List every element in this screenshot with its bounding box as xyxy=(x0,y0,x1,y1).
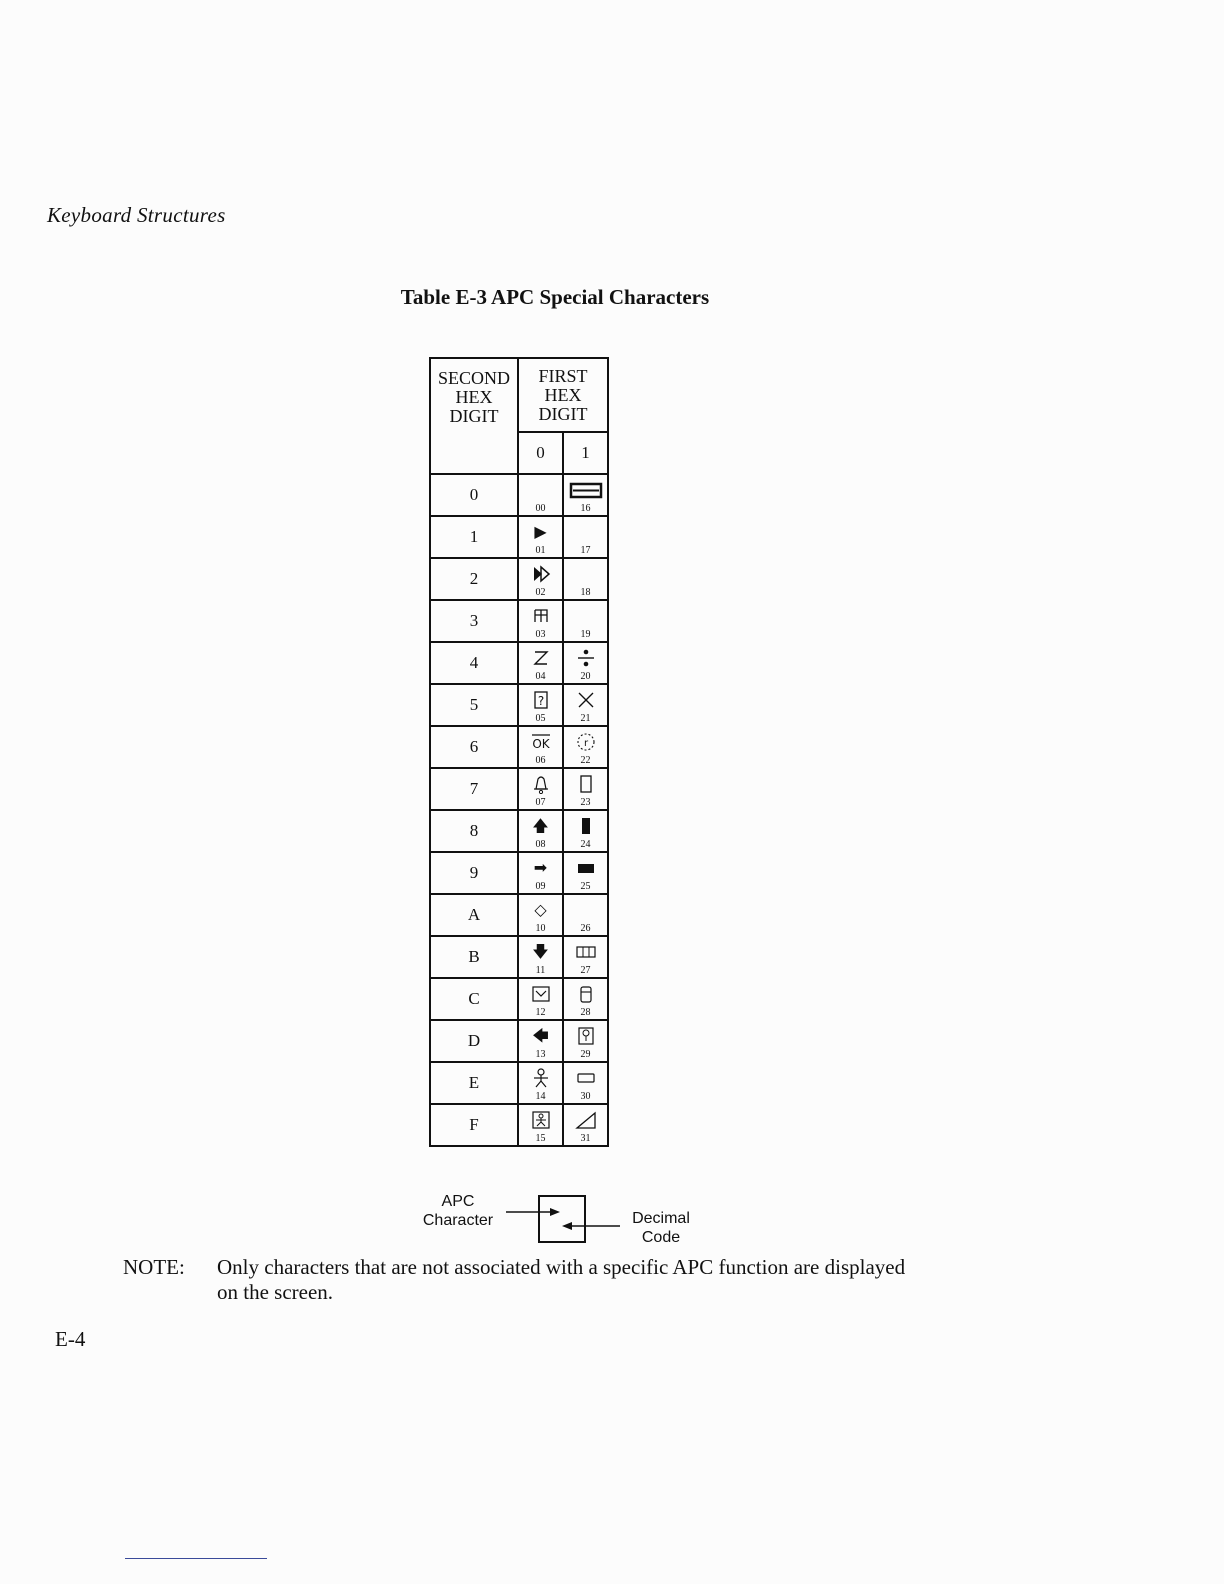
blank-glyph xyxy=(564,605,607,627)
divide-icon xyxy=(564,647,607,669)
legend-decimal-label xyxy=(620,1209,702,1247)
decimal-code: 25 xyxy=(580,881,591,892)
decimal-code: 12 xyxy=(535,1007,546,1018)
apc-character-cell xyxy=(518,474,563,516)
table-row xyxy=(430,978,608,1020)
clock-icon xyxy=(564,731,607,753)
first-hex-header-line: HEX xyxy=(544,384,582,405)
decimal-code: 21 xyxy=(580,713,591,724)
key-box-icon xyxy=(564,1025,607,1047)
apc-character-cell xyxy=(563,516,608,558)
second-hex-digit-label: 3 xyxy=(430,600,518,642)
table-row xyxy=(430,558,608,600)
apc-character-cell xyxy=(563,978,608,1020)
decimal-code: 02 xyxy=(535,587,546,598)
cross-icon xyxy=(564,689,607,711)
table-row xyxy=(430,1062,608,1104)
running-head: Keyboard Structures xyxy=(47,203,226,227)
legend-character-box xyxy=(539,1196,585,1242)
apc-character-cell xyxy=(563,558,608,600)
apc-character-cell xyxy=(518,726,563,768)
table-row xyxy=(430,726,608,768)
split-rectangle-icon xyxy=(564,941,607,963)
apc-character-cell xyxy=(563,768,608,810)
decimal-code: 07 xyxy=(535,797,546,808)
apc-character-cell xyxy=(518,558,563,600)
decimal-code: 24 xyxy=(580,839,591,850)
decimal-code: 18 xyxy=(580,587,591,598)
apc-special-characters-table xyxy=(429,357,609,1147)
decimal-code: 01 xyxy=(535,545,546,556)
table-row xyxy=(430,474,608,516)
decimal-code: 30 xyxy=(580,1091,591,1102)
decimal-code: 29 xyxy=(580,1049,591,1060)
legend-code-arrowhead xyxy=(562,1222,572,1230)
flat-rectangle-icon xyxy=(564,1067,607,1089)
table-row xyxy=(430,810,608,852)
note-label: NOTE: xyxy=(123,1255,185,1279)
table-title: Table E-3 APC Special Characters xyxy=(400,285,710,309)
apc-character-cell xyxy=(518,978,563,1020)
apc-character-cell xyxy=(563,474,608,516)
apc-character-cell xyxy=(563,1020,608,1062)
second-hex-digit-label: 6 xyxy=(430,726,518,768)
question-box-icon xyxy=(519,689,562,711)
apc-character-cell xyxy=(518,810,563,852)
first-hex-digit-header xyxy=(518,358,608,432)
svg-text:r: r xyxy=(583,738,588,749)
blank-glyph xyxy=(564,521,607,543)
second-hex-digit-label: 2 xyxy=(430,558,518,600)
table-row xyxy=(430,852,608,894)
apc-character-cell xyxy=(518,1062,563,1104)
second-hex-digit-label: 0 xyxy=(430,474,518,516)
second-hex-header-line: SECOND xyxy=(437,368,510,388)
decimal-code: 08 xyxy=(535,839,546,850)
apc-character-cell xyxy=(518,936,563,978)
footer-rule xyxy=(125,1558,267,1559)
table-row xyxy=(430,600,608,642)
first-hex-header-line: DIGIT xyxy=(538,403,588,424)
table-row xyxy=(430,1104,608,1146)
apc-character-cell xyxy=(563,684,608,726)
apc-character-cell xyxy=(518,1020,563,1062)
second-hex-digit-label: 4 xyxy=(430,642,518,684)
decimal-code: 19 xyxy=(580,629,591,640)
diamond-icon: ◇ xyxy=(534,900,547,919)
second-hex-digit-label: 9 xyxy=(430,852,518,894)
person-icon xyxy=(519,1067,562,1089)
decimal-code: 09 xyxy=(535,881,546,892)
apc-character-cell xyxy=(563,726,608,768)
legend-decimal-line1: Decimal xyxy=(632,1210,690,1227)
decimal-code: 16 xyxy=(580,503,591,514)
table-row xyxy=(430,1020,608,1062)
apc-character-cell xyxy=(563,894,608,936)
cabinet-icon xyxy=(564,983,607,1005)
arrow-up-icon: 🡅 xyxy=(532,816,549,835)
legend-apc-label xyxy=(410,1192,506,1230)
first-digit-1: 1 xyxy=(563,432,608,474)
svg-text:OK: OK xyxy=(531,737,550,751)
decimal-code: 27 xyxy=(580,965,591,976)
second-hex-digit-label: 7 xyxy=(430,768,518,810)
page-number: E-4 xyxy=(55,1327,86,1351)
decimal-code: 20 xyxy=(580,671,591,682)
decimal-code: 15 xyxy=(535,1133,546,1144)
decimal-code: 26 xyxy=(580,923,591,934)
second-hex-digit-label: A xyxy=(430,894,518,936)
filled-tall-rectangle-icon xyxy=(564,815,607,837)
book-icon xyxy=(519,605,562,627)
arrow-down-icon: 🡇 xyxy=(532,942,549,961)
table-row xyxy=(430,642,608,684)
apc-character-cell xyxy=(563,600,608,642)
decimal-code: 17 xyxy=(580,545,591,556)
decimal-code: 11 xyxy=(535,965,546,976)
table-row xyxy=(430,768,608,810)
decimal-code: 00 xyxy=(535,503,546,514)
apc-character-cell xyxy=(518,516,563,558)
decimal-code: 05 xyxy=(535,713,546,724)
decimal-code: 04 xyxy=(535,671,546,682)
zigzag-icon xyxy=(519,647,562,669)
apc-character-cell xyxy=(518,768,563,810)
flag-box-icon xyxy=(519,983,562,1005)
legend-decimal-line2: Code xyxy=(641,1229,681,1246)
first-digit-0: 0 xyxy=(518,432,563,474)
svg-text:?: ? xyxy=(537,694,544,708)
play-triangle-icon: ▶ xyxy=(534,522,547,541)
wedge-icon xyxy=(564,1109,607,1131)
double-bar-box-icon xyxy=(564,479,607,501)
apc-character-cell xyxy=(518,894,563,936)
second-hex-header-line: DIGIT xyxy=(449,406,499,426)
legend-apc-line2: Character xyxy=(422,1212,494,1229)
decimal-code: 22 xyxy=(580,755,591,766)
apc-character-cell xyxy=(518,642,563,684)
blank-glyph xyxy=(564,899,607,921)
second-hex-digit-header xyxy=(430,358,518,474)
second-hex-header-line: HEX xyxy=(455,387,493,407)
second-hex-digit-label: D xyxy=(430,1020,518,1062)
second-hex-digit-label: 5 xyxy=(430,684,518,726)
apc-character-cell xyxy=(518,1104,563,1146)
outline-rectangle-icon xyxy=(564,773,607,795)
table-row xyxy=(430,936,608,978)
table-row xyxy=(430,894,608,936)
decimal-code: 28 xyxy=(580,1007,591,1018)
second-hex-digit-label: C xyxy=(430,978,518,1020)
apc-character-cell xyxy=(518,600,563,642)
second-hex-digit-label: E xyxy=(430,1062,518,1104)
apc-character-cell xyxy=(563,936,608,978)
note-text: Only characters that are not associated with a specific APC function are displayed on the screen. xyxy=(217,1255,906,1304)
first-hex-header-line: FIRST xyxy=(538,365,588,386)
apc-character-cell xyxy=(563,1104,608,1146)
filled-wide-rectangle-icon xyxy=(564,857,607,879)
second-hex-digit-label: F xyxy=(430,1104,518,1146)
decimal-code: 14 xyxy=(535,1091,546,1102)
person-box-icon xyxy=(519,1109,562,1131)
decimal-code: 06 xyxy=(535,755,546,766)
second-hex-digit-label: B xyxy=(430,936,518,978)
table-row xyxy=(430,684,608,726)
apc-character-cell xyxy=(518,852,563,894)
table-row xyxy=(430,516,608,558)
blank-glyph xyxy=(519,479,562,501)
blank-glyph xyxy=(564,563,607,585)
decimal-code: 10 xyxy=(535,923,546,934)
apc-character-cell xyxy=(563,1062,608,1104)
arrow-left-icon: 🡄 xyxy=(532,1026,549,1045)
fast-forward-icon xyxy=(519,563,562,585)
apc-character-cell xyxy=(518,684,563,726)
second-hex-digit-label: 1 xyxy=(430,516,518,558)
legend-apc-line1: APC xyxy=(441,1193,475,1210)
decimal-code: 03 xyxy=(535,629,546,640)
ok-icon xyxy=(519,731,562,753)
arrow-right-icon: ➡ xyxy=(533,858,548,877)
apc-character-cell xyxy=(563,642,608,684)
second-hex-digit-label: 8 xyxy=(430,810,518,852)
decimal-code: 31 xyxy=(580,1133,591,1144)
legend-character-arrowhead xyxy=(550,1208,560,1216)
decimal-code: 13 xyxy=(535,1049,546,1060)
decimal-code: 23 xyxy=(580,797,591,808)
apc-character-cell xyxy=(563,810,608,852)
bell-icon xyxy=(519,773,562,795)
apc-character-cell xyxy=(563,852,608,894)
